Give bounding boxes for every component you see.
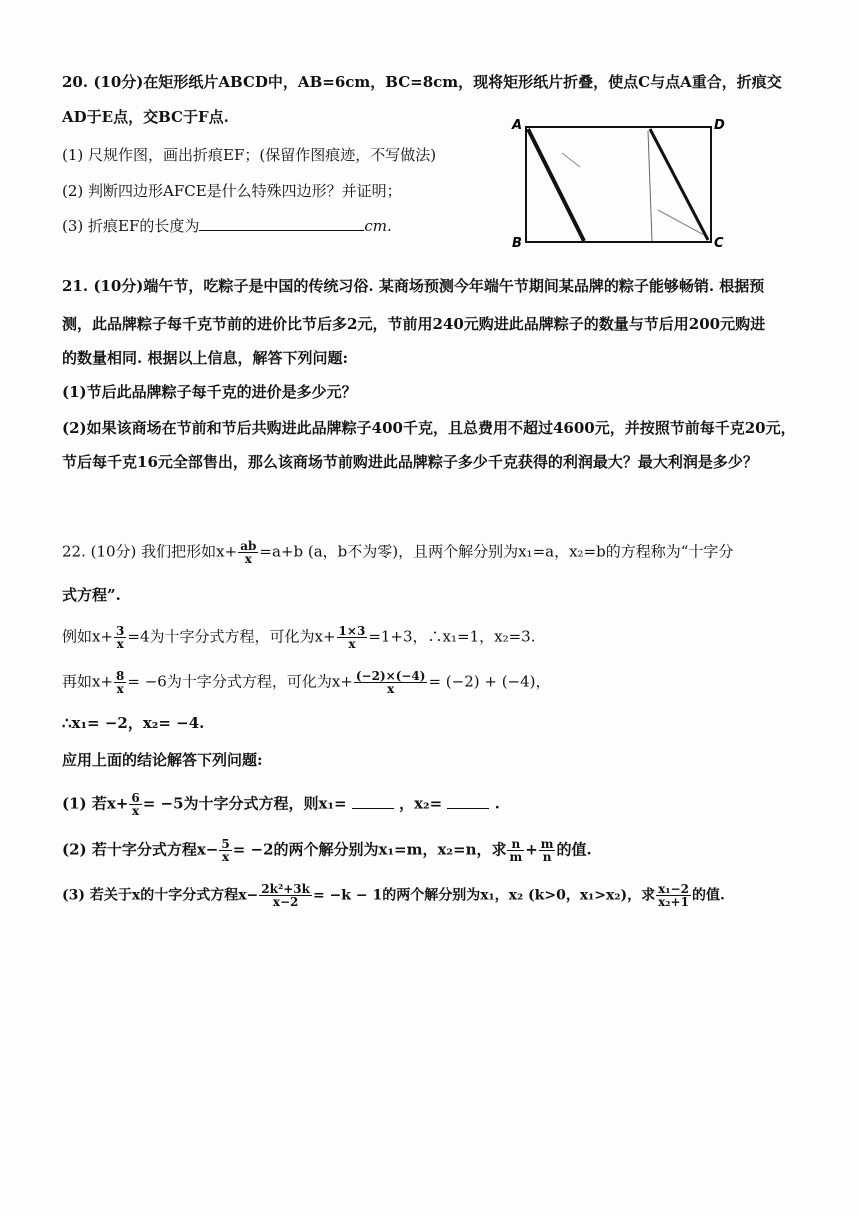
- frac-num: n: [507, 838, 524, 851]
- q22-example2-result: ∴x₁= −2，x₂= −4.: [62, 714, 205, 732]
- q20-part3-prefix: (3) 折痕EF的长度为: [62, 217, 200, 235]
- frac-num: (−2)×(−4): [355, 669, 426, 683]
- frac-num: 1×3: [338, 624, 366, 638]
- fraction-2k2-3k-over-x-2: [259, 883, 312, 908]
- p2-text-b: = −2的两个解分别为x₁=m，x₂=n，求: [232, 840, 507, 859]
- frac-den: n: [542, 850, 552, 864]
- ex2-text-a: 再如x+: [62, 672, 114, 691]
- x1-blank[interactable]: [352, 796, 394, 809]
- p1-text-b: = −5为十字分式方程，则x₁=: [142, 794, 347, 813]
- frac-num: 6: [131, 791, 140, 805]
- p1-text-d: .: [494, 794, 500, 813]
- q21-part2b: 节后每千克16元全部售出，那么该商场节前购进此品牌粽子多少千克获得的利润最大？最大利润是多少？: [62, 453, 758, 471]
- frac-den: x: [244, 552, 252, 566]
- frac-den: m: [509, 850, 523, 864]
- frac-num: ab: [240, 539, 257, 553]
- label-C: C: [714, 236, 724, 251]
- plus-sign: +: [525, 840, 538, 859]
- frac-den: x: [131, 804, 140, 818]
- rectangle-figure: [508, 115, 728, 263]
- q20-part3-suffix: cm.: [364, 217, 392, 235]
- fraction-5-over-x: [219, 838, 231, 863]
- frac-num: 3: [116, 624, 125, 638]
- ex2-text-c: = (−2) + (−4)，: [428, 672, 551, 691]
- q22-part2: [62, 838, 592, 863]
- ex1-text-b: =4为十字分式方程，可化为x+: [127, 627, 336, 646]
- answer-blank[interactable]: [199, 216, 364, 231]
- fraction-3-over-x: [114, 625, 126, 650]
- frac-den: x: [221, 850, 230, 864]
- ex1-text-c: =1+3，∴x₁=1，x₂=3.: [368, 627, 536, 646]
- q20-line2: AD于E点，交BC于F点.: [62, 108, 229, 126]
- frac-num: 5: [221, 837, 230, 851]
- fraction-1x3-over-x: [337, 625, 368, 650]
- q22-intro-text-b: =a+b (a，b不为零)，且两个解分别为x₁=a，x₂=b的方程称为“十字分: [259, 542, 734, 561]
- fold-line-left: [528, 129, 584, 241]
- ex1-text-a: 例如x+: [62, 627, 114, 646]
- q21-part1: (1)节后此品牌粽子每千克的进价是多少元？: [62, 383, 357, 401]
- q20-part3: [62, 216, 392, 236]
- p1-text-a: (1) 若x+: [62, 794, 129, 813]
- p1-text-c: ，x₂=: [399, 794, 443, 813]
- ex2-text-b: = −6为十字分式方程，可化为x+: [127, 672, 353, 691]
- q21-line3: 的数量相同. 根据以上信息，解答下列问题:: [62, 349, 348, 367]
- x2-blank[interactable]: [447, 796, 489, 809]
- fraction-n-over-m: [507, 838, 524, 863]
- q21-line1: 21. (10分)端午节，吃粽子是中国的传统习俗. 某商场预测今年端午节期间某品牌的粽子能够畅销. 根据预: [62, 277, 765, 295]
- fraction-m-over-n: [539, 838, 556, 863]
- q21-line2: 测，此品牌粽子每千克节前的进价比节后多2元，节前用240元购进此品牌粽子的数量与节后用200元购进: [62, 315, 766, 333]
- q22-intro: [62, 540, 733, 565]
- pencil-mark-1: [562, 153, 580, 167]
- q22-example2: [62, 670, 551, 695]
- p3-text-c: 的值.: [691, 887, 725, 904]
- frac-num: m: [540, 837, 554, 851]
- frac-num: 2k²+3k: [261, 882, 310, 896]
- frac-num: 8: [116, 669, 125, 683]
- q21-part2a: (2)如果该商场在节前和节后共购进此品牌粽子400千克，且总费用不超过4600元，并按照节前每千克20元，: [62, 419, 796, 437]
- q22-intro-c: 式方程”.: [62, 586, 121, 604]
- fraction-ab-over-x: [238, 540, 258, 565]
- fraction-8-over-x: [114, 670, 126, 695]
- q22-apply: 应用上面的结论解答下列问题:: [62, 751, 263, 769]
- label-B: B: [512, 236, 522, 251]
- fold-line-right: [650, 129, 708, 240]
- q20-part1: (1) 尺规作图，画出折痕EF；(保留作图痕迹，不写做法): [62, 146, 437, 164]
- frac-den: x: [348, 637, 356, 651]
- p2-text-c: 的值.: [556, 840, 592, 859]
- frac-den: x: [116, 682, 124, 696]
- label-A: A: [512, 118, 523, 133]
- q22-example1: [62, 625, 535, 650]
- pencil-mark-2: [658, 210, 704, 235]
- frac-num: x₁−2: [658, 882, 689, 896]
- p3-text-b: = −k − 1的两个解分别为x₁，x₂ (k>0，x₁>x₂)，求: [312, 887, 656, 904]
- q20-line1: 20. (10分)在矩形纸片ABCD中，AB=6cm，BC=8cm，现将矩形纸片折叠，使点C与点A重合，折痕交: [62, 73, 782, 91]
- fraction-product-over-x: [354, 670, 428, 695]
- frac-den: x: [116, 637, 124, 651]
- vertical-mark: [648, 131, 652, 241]
- q22-part3: [62, 883, 725, 908]
- label-D: D: [714, 118, 725, 133]
- q22-part1: [62, 792, 500, 817]
- q22-intro-text-a: 22. (10分) 我们把形如x+: [62, 542, 238, 561]
- frac-den: x−2: [272, 895, 299, 909]
- fraction-6-over-x: [129, 792, 141, 817]
- q20-part2: (2) 判断四边形AFCE是什么特殊四边形？并证明；: [62, 182, 402, 200]
- fraction-x1-2-over-x2-1: [656, 883, 691, 908]
- p3-text-a: (3) 若关于x的十字分式方程x−: [62, 887, 259, 904]
- frac-den: x₂+1: [658, 895, 689, 909]
- p2-text-a: (2) 若十字分式方程x−: [62, 840, 219, 859]
- frac-den: x: [387, 682, 395, 696]
